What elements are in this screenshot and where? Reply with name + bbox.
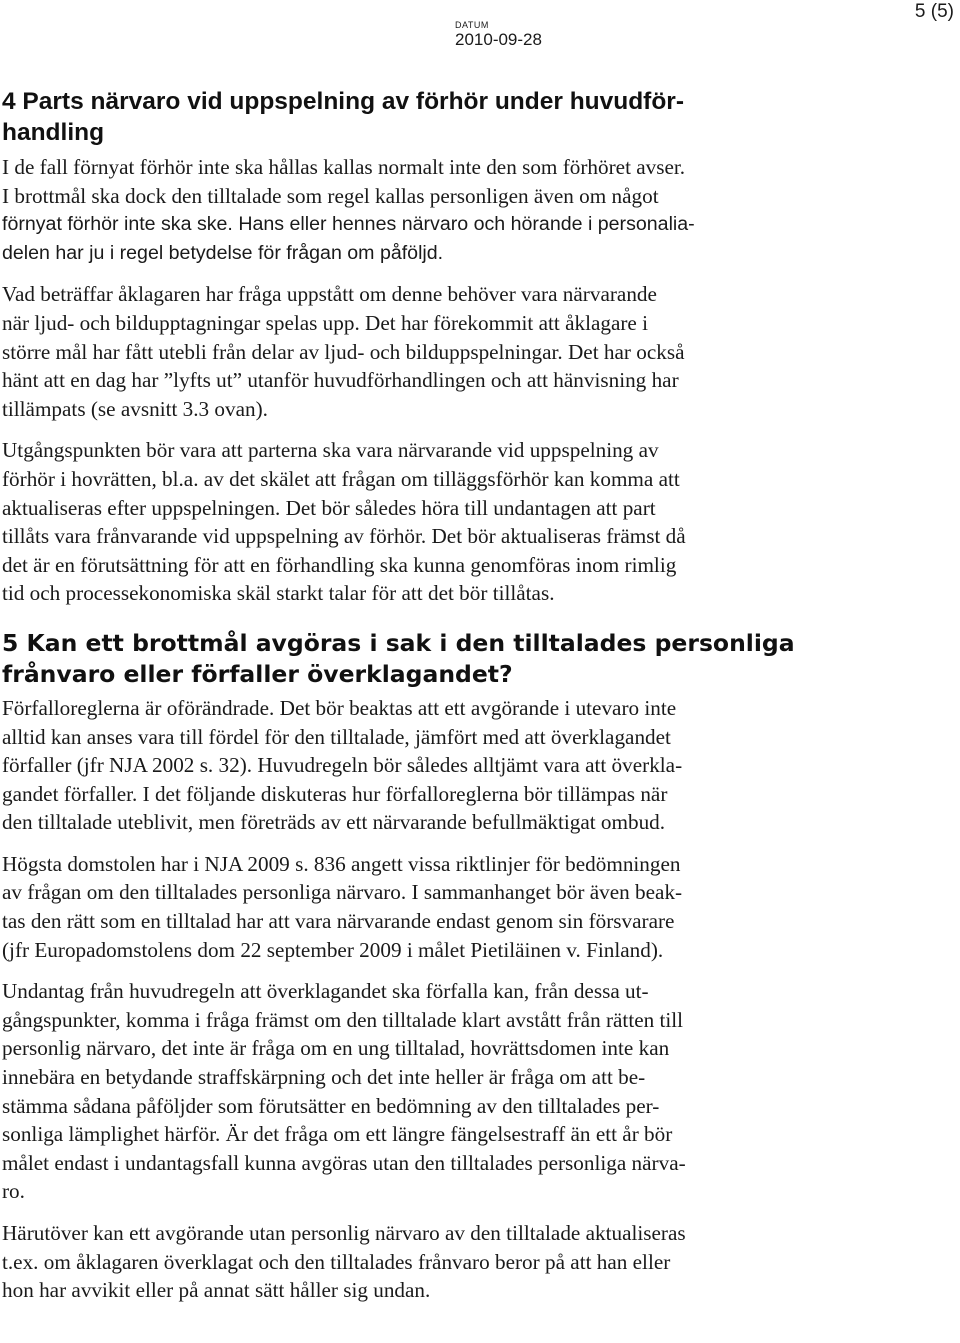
paragraph-line: Förfalloreglerna är oförändrade. Det bör beaktas att ett avgörande i utevaro inte	[2, 695, 677, 720]
section-4-paragraph-1	[2, 153, 952, 267]
heading-line: 5 Kan ett brottmål avgöras i sak i den tilltalades personliga	[2, 628, 795, 657]
paragraph-line: tas den rätt som en tilltalad har att vara närvarande endast genom sin försvarare	[2, 909, 675, 934]
paragraph-line: Härutöver kan ett avgörande utan personlig närvaro av den tilltalade aktualiseras	[2, 1221, 686, 1245]
section-4-heading	[2, 86, 952, 148]
date-block	[455, 20, 542, 50]
paragraph-line: ro.	[2, 1179, 25, 1204]
paragraph-line: stämma sådana påföljder som förutsätter en bedömning av den tilltalades per-	[2, 1093, 660, 1118]
heading-line: 4 Parts närvaro vid uppspelning av förhör under huvudför-	[2, 88, 685, 115]
page-number: 5 (5)	[914, 1, 954, 22]
paragraph-line: Utgångspunkten bör vara att parterna ska vara närvarande vid uppspelning av	[2, 438, 659, 463]
paragraph-line: personlig närvaro, det inte är fråga om en ung tilltalad, hovrättsdomen inte kan	[2, 1036, 670, 1061]
paragraph-line: tillämpats (se avsnitt 3.3 ovan).	[2, 396, 268, 421]
paragraph-line: gångspunkter, komma i fråga främst om den tilltalade klart avstått från rätten till	[2, 1007, 684, 1032]
section-5-paragraph-4	[2, 1219, 952, 1305]
date-value: 2010-09-28	[455, 30, 542, 49]
date-label: DATUM	[455, 20, 489, 30]
paragraph-line: förnyat förhör inte ska ske. Hans eller hennes närvaro och hörande i personalia-	[2, 213, 695, 236]
paragraph-line: alltid kan anses vara till fördel för den tilltalade, jämfört med att överklagandet	[2, 724, 671, 749]
section-5-paragraph-2	[2, 850, 952, 964]
paragraph-line: (jfr Europadomstolens dom 22 september 2009 i målet Pietiläinen v. Finland).	[2, 937, 664, 962]
paragraph-line: Högsta domstolen har i NJA 2009 s. 836 angett vissa riktlinjer för bedömningen	[2, 851, 681, 876]
paragraph-line: gandet förfaller. I det följande diskuteras hur förfalloreglerna bör tillämpas när	[2, 781, 668, 806]
document-body	[2, 86, 952, 1318]
paragraph-line: Vad beträffar åklagaren har fråga uppstått om denne behöver vara närvarande	[2, 282, 657, 307]
paragraph-line: målet endast i undantagsfall kunna avgöras utan den tilltalades personliga närva-	[2, 1150, 686, 1175]
paragraph-line: av frågan om den tilltalades personliga närvaro. I sammanhanget bör även beak-	[2, 880, 683, 905]
paragraph-line: den tilltalade uteblivit, men företräds av ett närvarande befullmäktigat ombud.	[2, 810, 666, 835]
section-4-paragraph-2	[2, 280, 952, 423]
paragraph-line: t.ex. om åklagaren överklagat och den tilltalades frånvaro beror på att han eller	[2, 1249, 671, 1274]
paragraph-line: tid och processekonomiska skäl starkt talar för att det bör tillåtas.	[2, 581, 555, 606]
paragraph-line: aktualiseras efter uppspelningen. Det bör således höra till undantagen att part	[2, 495, 656, 520]
heading-line: handling	[2, 119, 105, 146]
paragraph-line: större mål har fått utebli från delar av ljud- och bilduppspelningar. Det har också	[2, 339, 685, 364]
paragraph-line: Undantag från huvudregeln att överklagandet ska förfalla kan, från dessa ut-	[2, 979, 649, 1004]
paragraph-line: hon har avvikit eller på annat sätt håller sig undan.	[2, 1278, 431, 1303]
paragraph-line: förhör i hovrätten, bl.a. av det skälet att frågan om tilläggsförhör kan komma att	[2, 466, 680, 491]
section-5-paragraph-3	[2, 977, 952, 1206]
paragraph-line: delen har ju i regel betydelse för frågan om påföljd.	[2, 241, 444, 264]
heading-line: frånvaro eller förfaller överklagandet?	[2, 659, 513, 688]
paragraph-line: tillåts vara frånvarande vid uppspelning av förhör. Det bör aktualiseras främst då	[2, 524, 686, 549]
paragraph-line: när ljud- och bildupptagningar spelas upp. Det har förekommit att åklagare i	[2, 310, 649, 335]
paragraph-line: I de fall förnyat förhör inte ska hållas kallas normalt inte den som förhöret avser.	[2, 155, 686, 179]
paragraph-line: hänt att en dag har ”lyfts ut” utanför huvudförhandlingen och att hänvisning har	[2, 368, 679, 393]
paragraph-line: det är en förutsättning för att en förhandling ska kunna genomföras inom rimlig	[2, 552, 677, 577]
section-4-paragraph-3	[2, 436, 952, 608]
paragraph-line: sonliga lämplighet härför. Är det fråga om ett längre fängelsestraff än ett år bör	[2, 1122, 673, 1147]
paragraph-line: I brottmål ska dock den tilltalade som regel kallas personligen även om något	[2, 183, 659, 208]
paragraph-line: förfaller (jfr NJA 2002 s. 32). Huvudregeln bör således alltjämt vara att överkla-	[2, 753, 683, 778]
paragraph-line: innebära en betydande straffskärpning och det inte heller är fråga om att be-	[2, 1065, 646, 1090]
section-5-heading	[2, 628, 952, 690]
section-5-paragraph-1	[2, 694, 952, 837]
